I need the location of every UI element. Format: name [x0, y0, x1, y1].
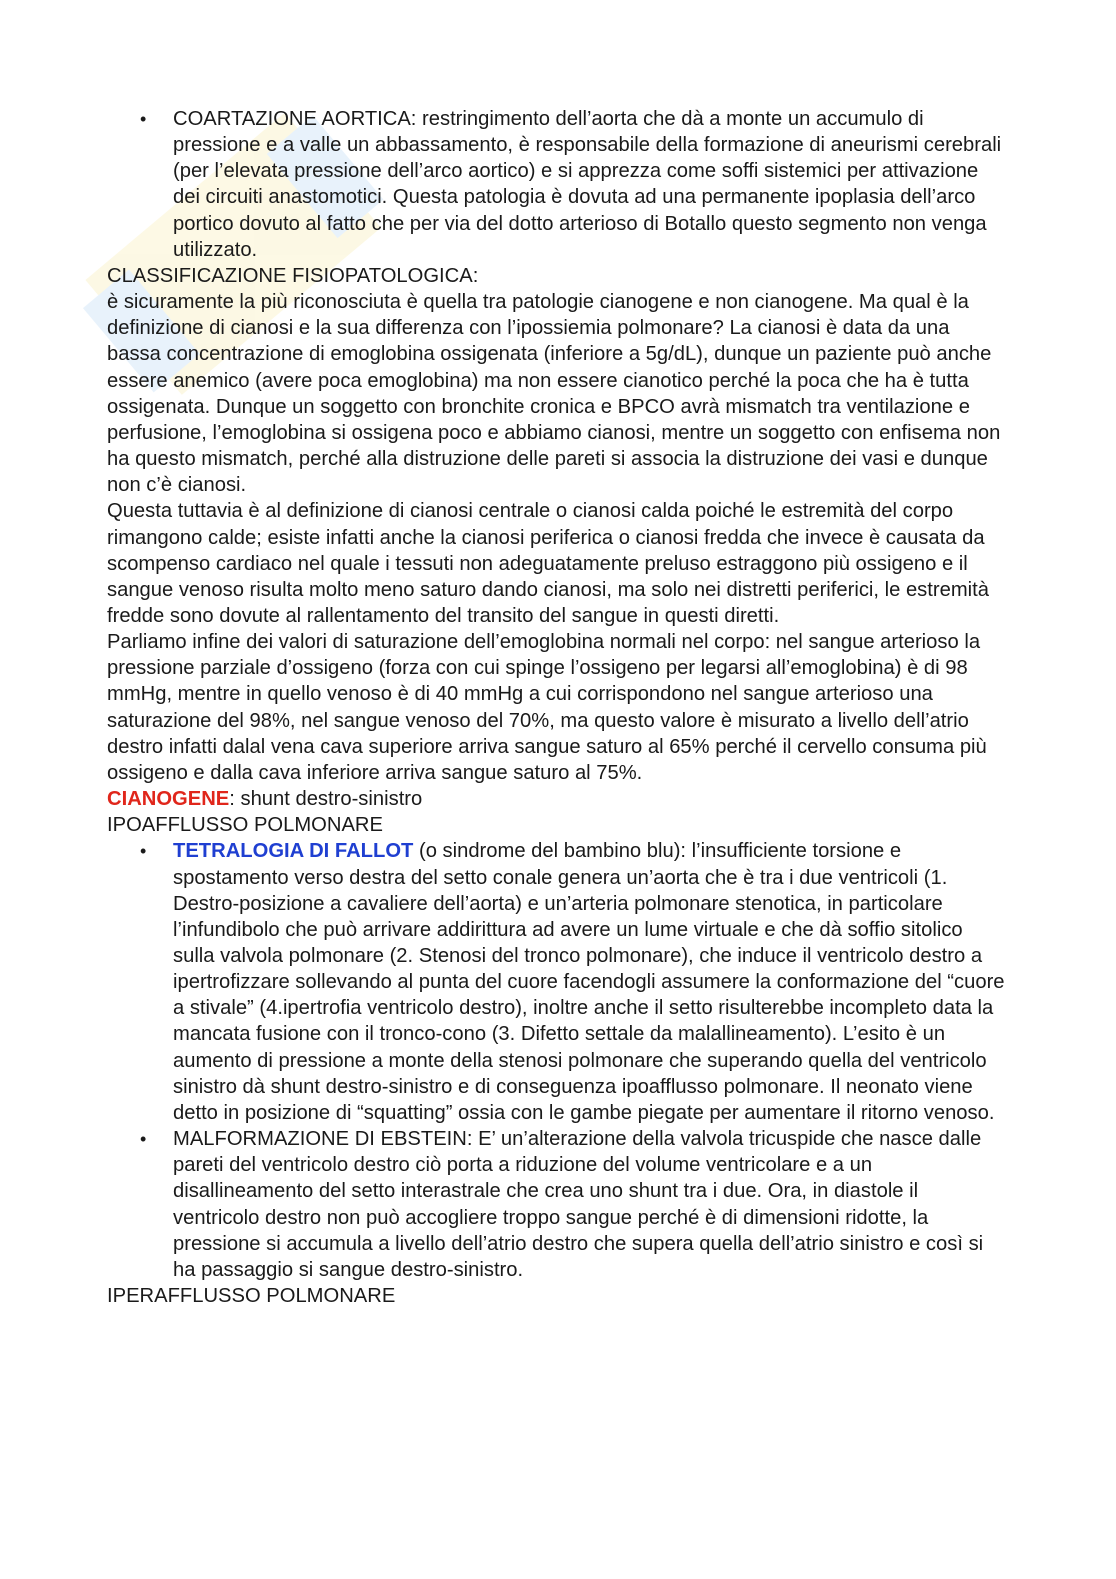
list-item: • MALFORMAZIONE DI EBSTEIN: E’ un’alterazione della valvola tricuspide che nasce dalle pareti del ventricolo destro ciò porta a riduzione del volume ventricolare e a un disallineamento del setto interastrale che crea uno shunt tra i due. Ora, in diastole il ventricolo destro non può accogliere troppo sangue perché è di dimensioni ridotte, la pressione si accumula a livello dell’atrio destro che supera quella dell’atrio sinistro e così si ha passaggio si sangue destro-sinistro.	[173, 1126, 1007, 1283]
bullet-list-coartazione	[107, 106, 1007, 263]
fallot-title: TETRALOGIA DI FALLOT	[173, 840, 414, 863]
bullet-list-ipoafflusso	[107, 838, 1007, 1283]
paragraph: Parliamo infine dei valori di saturazione dell’emoglobina normali nel corpo: nel sangue arterioso la pressione parziale d’ossigeno (forza con cui spinge l’ossigeno per legarsi all’emoglobina) è di 98 mmHg, mentre in quello venoso è di 40 mmHg a cui corrispondono nel sangue arterioso una saturazione del 98%, nel sangue venoso del 70%, ma questo valore è misurato a livello dell’atrio destro infatti dalal vena cava superiore arriva sangue saturo al 65% perché il cervello consuma più ossigeno e dalla cava inferiore arriva sangue saturo al 75%.	[107, 631, 987, 784]
paragraph: è sicuramente la più riconosciuta è quella tra patologie cianogene e non cianogene. Ma qual è la definizione di cianosi e la sua differenza con l’ipossiemia polmonare? La cianosi è data da una bassa concentrazione di emoglobina ossigenata (inferiore a 5g/dL), dunque un paziente può anche essere anemico (avere poca emoglobina) ma non essere cianotico perché la poca che ha è tutta ossigenata. Dunque un soggetto con bronchite cronica e BPCO avrà mismatch tra ventilazione e perfusione, l’emoglobina si ossigena poco e abbiamo cianosi, mentre un soggetto con enfisema non ha questo mismatch, perché alla distruzione delle pareti si associa la distruzione dei vasi e dunque non c’è cianosi.	[107, 291, 1001, 497]
document-page	[107, 106, 1007, 1309]
cianogene-label: CIANOGENE	[107, 788, 230, 811]
fallot-text: (o sindrome del bambino blu): l’insufficiente torsione e spostamento verso destra del setto conale genera un’aorta che è tra i due ventricoli (1. Destro-posizione a cavaliere dell’aorta) e un’arteria polmonare stenotica, in particolare l’infundibolo che può arrivare addirittura ad avere un lume virtuale e che dà soffio sitolico sulla valvola polmonare (2. Stenosi del tronco polmonare), che induce il ventricolo destro a ipertrofizzare sollevando al punta del cuore facendogli assumere la conformazione del “cuore a stivale” (4.ipertrofia ventricolo destro), inoltre anche il setto risulterebbe incompleto data la mancata fusione con il tronco-cono (3. Difetto settale da malallineamento). L’esito è un aumento di pressione a monte della stenosi polmonare che superando quella del ventricolo sinistro dà shunt destro-sinistro e di conseguenza ipoafflusso polmonare. Il neonato viene detto in posizione di “squatting” ossia con le gambe piegate per aumentare il ritorno venoso.	[173, 840, 1005, 1124]
subsection-heading: IPOAFFLUSSO POLMONARE	[107, 814, 383, 837]
paragraph: Questa tuttavia è al definizione di cianosi centrale o cianosi calda poiché le estremità del corpo rimangono calde; esiste infatti anche la cianosi periferica o cianosi fredda che invece è causata da scompenso cardiaco nel quale i tessuti non adeguatamente preluso estraggono più ossigeno e il sangue venoso risulta molto meno saturo dando cianosi, ma solo nei distretti periferici, le estremità fredde sono dovute al rallentamento del transito del sangue in questi diretti.	[107, 500, 989, 627]
subsection-heading: IPERAFFLUSSO POLMONARE	[107, 1285, 396, 1308]
section-heading: CLASSIFICAZIONE FISIOPATOLOGICA:	[107, 264, 479, 287]
cianogene-desc: : shunt destro-sinistro	[229, 788, 423, 811]
cianogene-line	[107, 786, 1007, 812]
list-item	[173, 838, 1007, 1126]
list-item: • COARTAZIONE AORTICA: restringimento dell’aorta che dà a monte un accumulo di pressione e a valle un abbassamento, è responsabile della formazione di aneurismi cerebrali (per l’elevata pressione dell’arco aortico) e si apprezza come soffi sistemici per attivazione dei circuiti anastomotici. Questa patologia è dovuta ad una permanente ipoplasia dell’arco portico dovuto al fatto che per via del dotto arterioso di Botallo questo segmento non venga utilizzato.	[173, 106, 1007, 263]
